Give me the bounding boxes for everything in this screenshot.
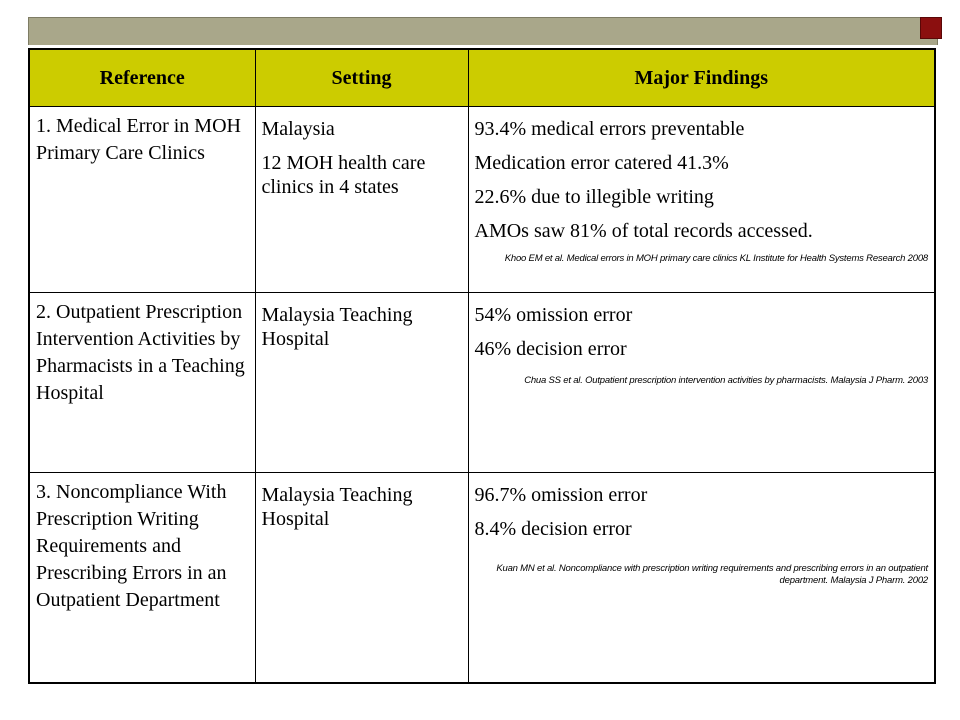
header-row <box>29 49 935 107</box>
finding-text: 96.7% omission error <box>474 484 648 506</box>
findings-table <box>28 48 936 684</box>
setting-cell <box>255 107 468 293</box>
reference-text: 1. Medical Error in MOH Primary Care Clinics <box>36 115 241 164</box>
finding-text: 93.4% medical errors preventable <box>474 118 745 140</box>
finding-text: 54% omission error <box>474 304 633 326</box>
setting-cell <box>255 293 468 473</box>
setting-cell <box>255 473 468 683</box>
reference-text: 2. Outpatient Prescription Intervention Activities by Pharmacists in a Teaching Hospital <box>36 301 245 404</box>
finding-text: AMOs saw 81% of total records accessed. <box>474 220 813 242</box>
reference-text: 3. Noncompliance With Prescription Writing Requirements and Prescribing Errors in an Outpatient Department <box>36 481 227 611</box>
reference-cell <box>29 107 255 293</box>
finding-text: 22.6% due to illegible writing <box>474 186 714 208</box>
citation-text: Khoo EM et al. Medical errors in MOH primary care clinics KL Institute for Health Systems Research 2008 <box>504 253 928 264</box>
citation-text: Chua SS et al. Outpatient prescription intervention activities by pharmacists. Malaysia J Pharm. 2003 <box>524 375 928 386</box>
header-reference: Reference <box>29 49 255 107</box>
header-setting: Setting <box>255 49 468 107</box>
setting-text: Malaysia Teaching Hospital <box>261 304 413 350</box>
reference-cell <box>29 473 255 683</box>
findings-cell <box>468 107 935 293</box>
title-band <box>28 17 938 47</box>
findings-cell <box>468 293 935 473</box>
header-major-findings: Major Findings <box>468 49 935 107</box>
finding-text: 8.4% decision error <box>474 518 632 540</box>
findings-cell <box>468 473 935 683</box>
table-row <box>29 293 935 473</box>
table-row <box>29 107 935 293</box>
citation-text: Kuan MN et al. Noncompliance with prescription writing requirements and prescribing errors in an outpatient department. Malaysia J Pharm. 2002 <box>496 563 928 586</box>
setting-text: Malaysia <box>261 118 335 140</box>
table-row <box>29 473 935 683</box>
setting-text: Malaysia Teaching Hospital <box>261 484 413 530</box>
finding-text: 46% decision error <box>474 338 627 360</box>
setting-text: 12 MOH health care clinics in 4 states <box>261 152 426 198</box>
corner-square <box>920 17 942 39</box>
reference-cell <box>29 293 255 473</box>
finding-text: Medication error catered 41.3% <box>474 152 729 174</box>
